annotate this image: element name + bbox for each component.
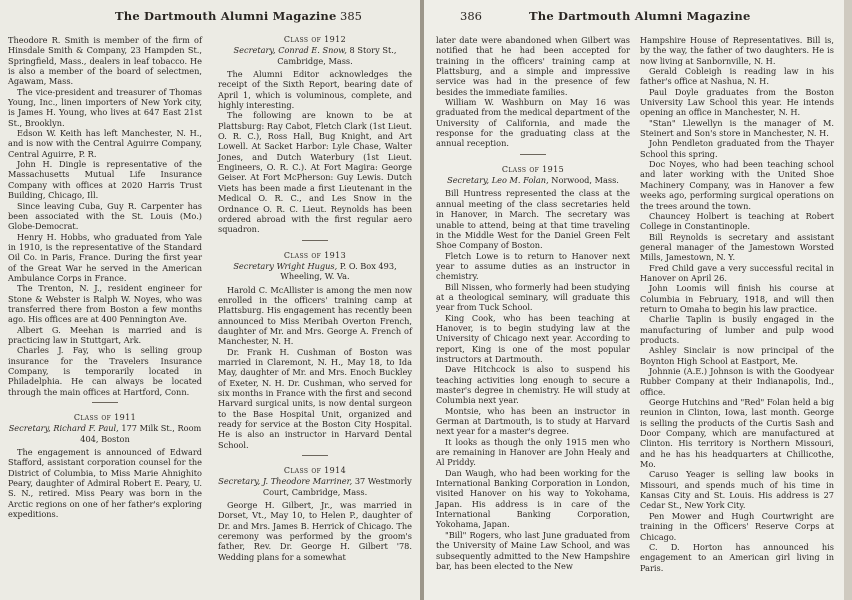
- paragraph: Albert G. Meehan is married and is practicing law in Stuttgart, Ark.: [8, 324, 202, 345]
- class-1915-heading: Class of 1915: [501, 164, 565, 174]
- right-column-1: [436, 35, 630, 571]
- paragraph: The Alumni Editor acknowledges the receipt of the Sixth Report, bearing date of April 1, which is voluminous, complete, and highly interesting.: [218, 69, 412, 111]
- paragraph: The Trenton, N. J., resident engineer for Stone & Webster is Ralph W. Noyes, who was transferred there from Boston a few months ago. His offices are at 400 Pennington Ave.: [8, 283, 202, 325]
- class-1911-secretary: Secretary, Richard F. Paul, 177 Milk St., Room 404, Boston: [8, 423, 202, 444]
- paragraph: It looks as though the only 1915 men who are remaining in Hanover are John Healy and Al Priddy.: [436, 436, 630, 468]
- section-divider: [302, 455, 328, 456]
- class-1912-secretary: Secretary, Conrad E. Snow, 8 Story St., Cambridge, Mass.: [233, 45, 397, 66]
- paragraph: William W. Washburn on May 16 was graduated from the medical department of the University of California, and made the response for the graduating class at the annual reception.: [436, 97, 630, 149]
- section-divider: [92, 402, 118, 403]
- section-divider: [520, 154, 546, 155]
- class-1914-heading: Class of 1914: [283, 466, 347, 476]
- paragraph: John Loomis will finish his course at Columbia in February, 1918, and will then return to Omaha to begin his law practice.: [640, 283, 834, 314]
- paragraph: Theodore R. Smith is member of the firm of Hinsdale Smith & Company, 23 Hampden St., Springfield, Mass., dealers in leaf tobacco. He is also a member of the board of selectmen, Agawam, Mass.: [8, 35, 202, 87]
- right-page-title: The Dartmouth Alumni Magazine: [529, 9, 751, 23]
- class-1913-secretary: Secretary Wright Hugus, P. O. Box 493, Wheeling, W. Va.: [233, 260, 397, 282]
- paragraph: Montsie, who has been an instructor in German at Dartmouth, is to study at Harvard next year for a master's degree.: [436, 405, 630, 437]
- paragraph: Chauncey Holbert is teaching at Robert College in Constantinople.: [640, 210, 834, 232]
- left-page-number: 385: [340, 9, 362, 23]
- right-page: [424, 0, 844, 600]
- class-1912-heading: Class of 1912: [283, 35, 347, 44]
- paragraph: Paul Doyle graduates from the Boston University Law School this year. He intends opening an office in Manchester, N. H.: [640, 86, 834, 118]
- paragraph: Fred Child gave a very successful recital in Hanover on April 26.: [640, 262, 834, 283]
- paragraph: Fletch Lowe is to return to Hanover next year to assume duties as an instructor in chemistry.: [436, 250, 630, 282]
- left-column-1: [8, 35, 202, 519]
- paragraph: Charles J. Fay, who is selling group insurance for the Travelers Insurance Company, is temporarily located in Philadelphia. He can always be located through the main offices at Hartford, Conn.: [8, 345, 202, 397]
- paragraph: Hampshire House of Representatives. Bill is, by the way, the father of two daughters. He is now living at Sanbornville, N. H.: [640, 35, 834, 66]
- paragraph: Bill Huntress represented the class at the annual meeting of the class secretaries held in Hanover, in March. The secretary was unable to attend, being at that time traveling in the Middle West for the Daniel Green Felt Shoe Company of Boston.: [436, 188, 630, 251]
- paragraph: C. D. Horton has announced his engagement to an American girl living in Paris.: [640, 541, 834, 573]
- paragraph: Gerald Cobleigh is reading law in his father's office at Nashua, N. H.: [640, 66, 834, 87]
- paragraph: The following are known to be at Plattsburg: Ray Cabot, Fletch Clark (1st Lieut. O. R. C.), Ross Hall, Bug Knight, and Art Lowell. At Sacket Harbor: Lyle Chase, Walter Jones, and Dutch Waterbury (1st Lieut. Engineers, O. R. C.). At Fort Magira: George Geiser. At Fort McPherson: Guy Lewis. Dutch Viets has been made a first Lieutenant in the Medical O. R. C., and Les Snow in the Ordnance O. R. C. Lieut. Reynolds has been ordered abroad with the first regular aero squadron.: [218, 110, 412, 235]
- paragraph: King Cook, who has been teaching at Hanover, is to begin studying law at the University of Chicago next year. According to report, King is one of the most popular instructors at Dartmouth.: [436, 312, 630, 364]
- right-column-2: [640, 35, 834, 573]
- left-column-2: [218, 35, 412, 562]
- left-page: [0, 0, 420, 600]
- paragraph: later date were abandoned when Gilbert was notified that he had been accepted for training in the officers' training camp at Plattsburg, and a simple and impressive service was had in the presence of few besides the immediate families.: [436, 35, 630, 97]
- paragraph: Ashley Sinclair is now principal of the Boynton High School at Eastport, Me.: [640, 345, 834, 366]
- left-page-header: [0, 9, 420, 27]
- right-page-number: 386: [460, 9, 482, 23]
- class-1915-secretary: Secretary, Leo M. Folan, Norwood, Mass.: [447, 175, 619, 186]
- paragraph: Caruso Yeager is selling law books in Missouri, and spends much of his time in Kansas City and St. Louis. His address is 27 Cedar St., New York City.: [640, 469, 834, 511]
- paragraph: Bill Nissen, who formerly had been studying at a theological seminary, will graduate this year from Tuck School.: [436, 281, 630, 313]
- paragraph: The engagement is announced of Edward Stafford, assistant corporation counsel for the District of Columbia, to Miss Marie Ahnighito Peary, daughter of Admiral Robert E. Peary, U. S. N., retired. Miss Peary was born in the Arctic regions on one of her father's exploring expeditions.: [8, 447, 202, 520]
- paragraph: George Hutchins and "Red" Folan held a big reunion in Clinton, Iowa, last month. George is selling the products of the Curtis Sash and Door Company, which are manufactured at Clinton. His territory is Northern Missouri, and he has his headquarters at Chillicothe, Mo.: [640, 397, 834, 470]
- paragraph: Since leaving Cuba, Guy R. Carpenter has been associated with the St. Louis (Mo.) Globe-Democrat.: [8, 200, 202, 232]
- paragraph: Charlie Taplin is busily engaged in the manufacturing of lumber and pulp wood products.: [640, 314, 834, 345]
- class-1911-heading: Class of 1911: [73, 413, 137, 423]
- paragraph: Pen Mower and Hugh Courtwright are training in the Officers' Reserve Corps at Chicago.: [640, 510, 834, 542]
- paragraph: Johnnie (A.E.) Johnson is with the Goodyear Rubber Company at their Indianapolis, Ind., office.: [640, 366, 834, 397]
- class-1914-secretary: Secretary, J. Theodore Marriner, 37 Westmorly Court, Cambridge, Mass.: [218, 476, 412, 497]
- paragraph: Dan Waugh, who had been working for the International Banking Corporation in London, visited Hanover on his way to Yokohama, Japan. His address is in care of the International Banking Corporation, Yokohama, Japan.: [436, 467, 630, 530]
- paragraph: "Stan" Llewellyn is the manager of M. Steinert and Son's store in Manchester, N. H.: [640, 117, 834, 139]
- paragraph: John Pendleton graduated from the Thayer School this spring.: [640, 138, 834, 159]
- paragraph: Dr. Frank H. Cushman of Boston was married in Claremont, N. H., May 18, to Ida May, daughter of Mr. and Mrs. Enoch Buckley of Exeter, N. H. Dr. Cushman, who served for six months in France with the first and second Harvard surgical units, is now dental surgeon to the Base Hospital Unit, organized and ready for service at the Boston City Hospital. He is also an instructor in Harvard Dental School.: [218, 346, 412, 450]
- paragraph: Henry H. Hobbs, who graduated from Yale in 1910, is the representative of the Standard Oil Co. in Paris, France. During the first year of the Great War he served in the American Ambulance Corps in France.: [8, 231, 202, 283]
- class-1913-heading: Class of 1913: [283, 250, 347, 260]
- paragraph: The vice-president and treasurer of Thomas Young, Inc., linen importers of New York city, is James H. Young, who lives at 647 East 21st St., Brooklyn.: [8, 86, 202, 128]
- paragraph: Bill Reynolds is secretary and assistant general manager of the Jamestown Worsted Mills, Jamestown, N. Y.: [640, 231, 834, 263]
- right-page-header: [424, 9, 844, 27]
- paragraph: George H. Gilbert, Jr., was married in Dorset, Vt., May 10, to Helen P., daughter of Dr. and Mrs. James B. Herrick of Chicago. The ceremony was performed by the groom's father, Rev. Dr. George H. Gilbert '78. Wedding plans for a somewhat: [218, 500, 412, 562]
- paragraph: "Bill" Rogers, who last June graduated from the University of Maine Law School, and was subsequently admitted to the New Hampshire bar, has been elected to the New: [436, 529, 630, 571]
- paragraph: Edson W. Keith has left Manchester, N. H., and is now with the Central Aguirre Company, Central Aguirre, P. R.: [8, 128, 202, 159]
- paragraph: Dave Hitchcock is also to suspend his teaching activities long enough to secure a master's degree in chemistry. He will study at Columbia next year.: [436, 364, 630, 406]
- left-page-title: The Dartmouth Alumni Magazine: [115, 9, 337, 23]
- paragraph: Harold C. McAllister is among the men now enrolled in the officers' training camp at Plattsburg. His engagement has recently been announced to Miss Meribah Overton French, daughter of Mr. and Mrs. George A. French of Manchester, N. H.: [218, 284, 412, 347]
- paragraph: Doc Noyes, who had been teaching school and later working with the United Shoe Machinery Company, was in Hanover a few weeks ago, performing surgical operations on the trees around the town.: [640, 159, 834, 211]
- section-divider: [302, 240, 328, 241]
- paragraph: John H. Dingle is representative of the Massachusetts Mutual Life Insurance Company with offices at 2020 Harris Trust Building, Chicago, Ill.: [8, 159, 202, 201]
